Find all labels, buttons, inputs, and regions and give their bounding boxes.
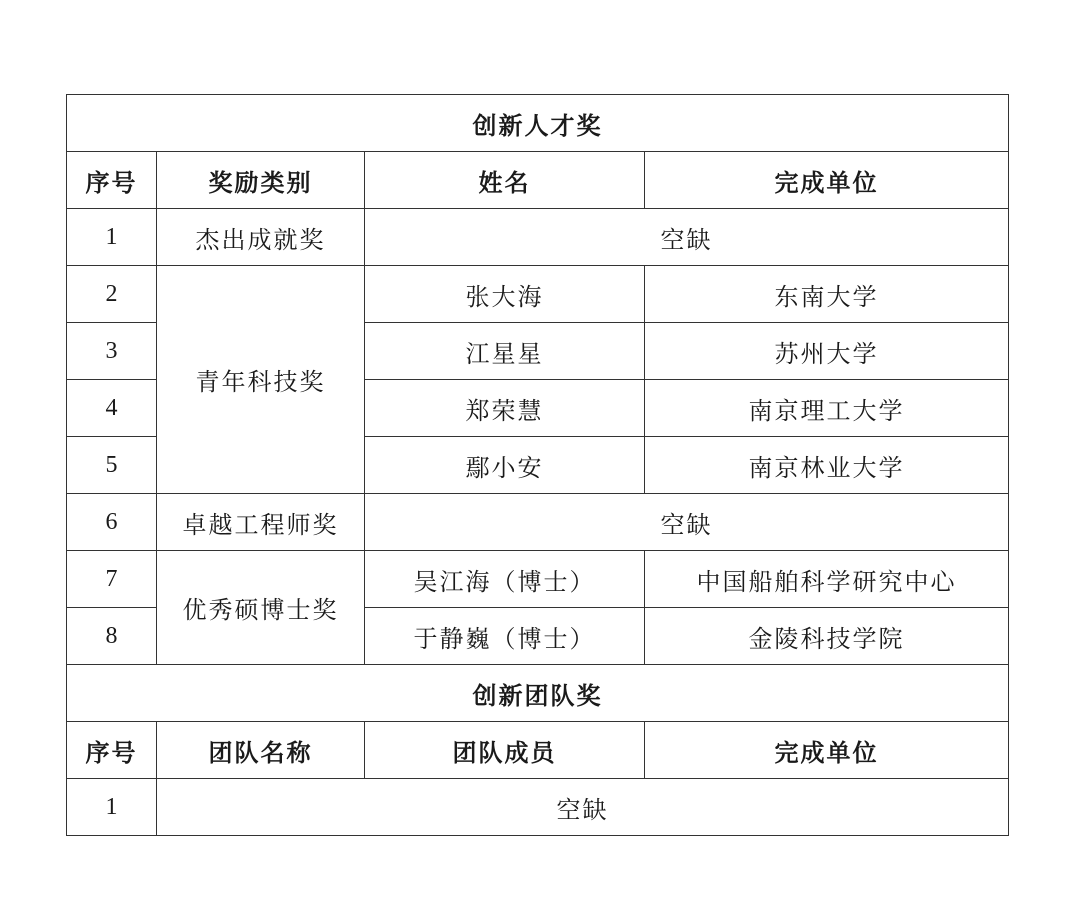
name-cell: 江星星 [365,323,645,380]
header-name: 姓名 [365,152,645,209]
serial-cell: 1 [67,779,157,836]
vacant-cell: 空缺 [157,779,1009,836]
category-cell: 青年科技奖 [157,266,365,494]
section-title-team: 创新团队奖 [67,665,1009,722]
vacant-cell: 空缺 [365,494,1009,551]
unit-cell: 金陵科技学院 [645,608,1009,665]
section-title-row [67,95,1009,152]
header-row [67,152,1009,209]
table-row [67,494,1009,551]
name-cell: 郑荣慧 [365,380,645,437]
serial-cell: 1 [67,209,157,266]
header-team-name: 团队名称 [157,722,365,779]
header-row [67,722,1009,779]
unit-cell: 东南大学 [645,266,1009,323]
header-serial: 序号 [67,152,157,209]
category-cell: 卓越工程师奖 [157,494,365,551]
header-unit: 完成单位 [645,722,1009,779]
table-row [67,779,1009,836]
table-row [67,266,1009,323]
header-serial: 序号 [67,722,157,779]
header-team-members: 团队成员 [365,722,645,779]
unit-cell: 南京理工大学 [645,380,1009,437]
unit-cell: 南京林业大学 [645,437,1009,494]
serial-cell: 6 [67,494,157,551]
section-title-row [67,665,1009,722]
name-cell: 张大海 [365,266,645,323]
serial-cell: 5 [67,437,157,494]
unit-cell: 中国船舶科学研究中心 [645,551,1009,608]
name-cell: 鄢小安 [365,437,645,494]
header-unit: 完成单位 [645,152,1009,209]
name-cell: 于静巍（博士） [365,608,645,665]
serial-cell: 8 [67,608,157,665]
category-cell: 优秀硕博士奖 [157,551,365,665]
serial-cell: 2 [67,266,157,323]
serial-cell: 3 [67,323,157,380]
vacant-cell: 空缺 [365,209,1009,266]
header-award-category: 奖励类别 [157,152,365,209]
category-cell: 杰出成就奖 [157,209,365,266]
table-row [67,209,1009,266]
table-row [67,551,1009,608]
awards-table [66,94,1009,836]
unit-cell: 苏州大学 [645,323,1009,380]
section-title-talent: 创新人才奖 [67,95,1009,152]
name-cell: 吴江海（博士） [365,551,645,608]
serial-cell: 4 [67,380,157,437]
serial-cell: 7 [67,551,157,608]
